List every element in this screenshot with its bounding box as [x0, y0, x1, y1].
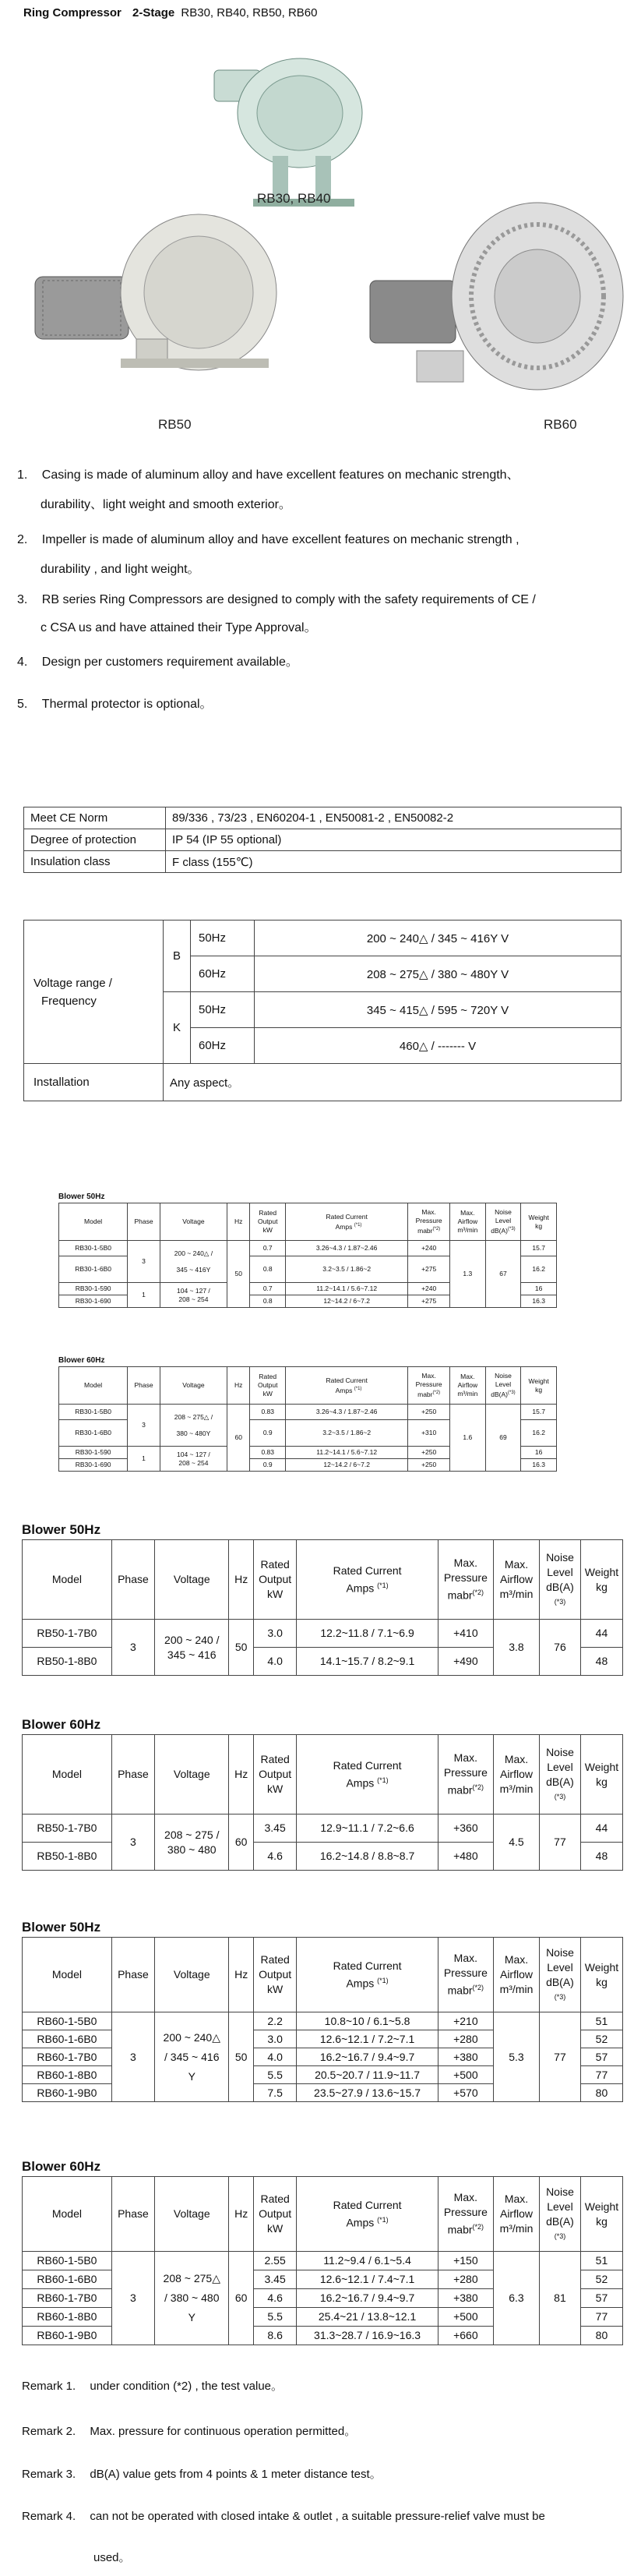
cell-kw: 4.6: [253, 2289, 297, 2308]
voltage-hz: 60Hz: [191, 1028, 255, 1064]
col-rated-current: Rated Current Amps $^{(*1)}$: [297, 1540, 438, 1620]
col-max-pressure: Max. Pressure mabr$^{(*2)}$: [408, 1367, 450, 1405]
cell-weight: 80: [580, 2084, 622, 2102]
rb60-60hz-table: [22, 2176, 623, 2345]
cell-hz: 50: [227, 1241, 250, 1308]
col-max-airflow: Max. Airflow m³/min: [493, 1540, 539, 1620]
cell-kw: 0.9: [250, 1459, 286, 1472]
col-model: Model: [23, 1735, 112, 1815]
cell-voltage: 200 ~ 240 / 345 ~ 416: [155, 1620, 229, 1676]
cell-kw: 0.83: [250, 1447, 286, 1459]
col-hz: Hz: [229, 1735, 253, 1815]
remark-label: Remark 1.: [22, 2380, 76, 2393]
feature-item-2: [17, 532, 519, 548]
feature-list: [17, 468, 625, 764]
col-rated-output: Rated Output kW: [253, 1938, 297, 2012]
cell-phase: 3: [111, 2252, 154, 2345]
cell-voltage: 104 ~ 127 / 208 ~ 254: [160, 1283, 227, 1308]
cell-model: RB60-1-7B0: [23, 2289, 112, 2308]
col-voltage: Voltage: [155, 2177, 229, 2252]
cell-kw: 5.5: [253, 2066, 297, 2084]
voltage-value: 460△ / ------- V: [255, 1028, 622, 1064]
installation-label: Installation: [24, 1064, 164, 1101]
cell-airflow: 6.3: [493, 2252, 539, 2345]
col-weight: Weight kg: [521, 1367, 557, 1405]
remark-label: Remark 4.: [22, 2510, 76, 2523]
cell-weight: 52: [580, 2030, 622, 2048]
cell-model: RB60-1-5B0: [23, 2012, 112, 2030]
cell-voltage: 200 ~ 240△ / 345 ~ 416Y: [160, 1241, 227, 1283]
cell-model: RB30-1-690: [59, 1459, 128, 1472]
cell-kw: 3.0: [253, 1620, 297, 1648]
voltage-label-line: Frequency: [41, 994, 97, 1008]
col-hz: Hz: [229, 1540, 253, 1620]
feature-item-4: [17, 655, 298, 670]
cell-phase: 1: [128, 1283, 160, 1308]
caption-rb30-rb40: RB30, RB40: [257, 191, 331, 206]
rb50-50hz-title: Blower 50Hz: [22, 1522, 101, 1537]
cell-pressure: +360: [438, 1815, 493, 1843]
col-phase: Phase: [111, 2177, 154, 2252]
cell-weight: 15.7: [521, 1405, 557, 1420]
col-rated-current: Rated Current Amps $^{(*1)}$: [297, 1938, 438, 2012]
cell-weight: 16.2: [521, 1256, 557, 1283]
cell-pressure: +310: [408, 1420, 450, 1447]
spec-value: 89/336 , 73/23 , EN60204-1 , EN50081-2 , EN50082-2: [166, 807, 622, 829]
cell-pressure: +490: [438, 1648, 493, 1676]
cell-kw: 0.7: [250, 1283, 286, 1295]
remark-4: [22, 2510, 545, 2523]
cell-pressure: +280: [438, 2030, 493, 2048]
cell-phase: 3: [111, 1620, 154, 1676]
remark-text: Max. pressure for continuous operation permitted。: [90, 2425, 357, 2438]
cell-model: RB50-1-7B0: [23, 1815, 112, 1843]
spec-table: [23, 807, 622, 873]
cell-amps: 11.2~9.4 / 6.1~5.4: [297, 2252, 438, 2270]
cell-weight: 16: [521, 1283, 557, 1295]
col-voltage: Voltage: [160, 1203, 227, 1241]
cell-voltage: 208 ~ 275 / 380 ~ 480: [155, 1815, 229, 1871]
cell-model: RB60-1-7B0: [23, 2048, 112, 2066]
col-noise-level: Noise Level $dB(A)^{(*3)}$: [485, 1367, 521, 1405]
cell-hz: 60: [227, 1405, 250, 1472]
col-voltage: Voltage: [155, 1735, 229, 1815]
cell-model: RB60-1-5B0: [23, 2252, 112, 2270]
stage-label: 2-Stage: [132, 6, 175, 19]
col-model: Model: [23, 1938, 112, 2012]
cell-voltage: 208 ~ 275△ / 380 ~ 480 Y: [155, 2252, 229, 2345]
cell-model: RB50-1-8B0: [23, 1843, 112, 1871]
cell-pressure: +500: [438, 2066, 493, 2084]
col-phase: Phase: [128, 1367, 160, 1405]
cell-noise: 67: [485, 1241, 521, 1308]
col-rated-current: Rated Current Amps $^{(*1)}$: [286, 1367, 408, 1405]
remark-1: [22, 2377, 283, 2394]
spec-label: Insulation class: [24, 851, 166, 873]
remark-2: [22, 2422, 356, 2439]
feature-number: 3.: [17, 593, 28, 606]
cell-amps: 3.2~3.5 / 1.86~2: [286, 1420, 408, 1447]
cell-noise: 77: [540, 2012, 581, 2102]
cell-model: RB50-1-8B0: [23, 1648, 112, 1676]
col-rated-current: Rated Current Amps $^{(*1)}$: [297, 1735, 438, 1815]
col-weight: Weight kg: [580, 2177, 622, 2252]
cell-airflow: 1.3: [450, 1241, 486, 1308]
col-model: Model: [23, 2177, 112, 2252]
col-voltage: Voltage: [155, 1938, 229, 2012]
col-max-airflow: Max. Airflow m³/min: [493, 1938, 539, 2012]
feature-item-3-cont: c CSA us and have attained their Type Approval。: [41, 621, 317, 634]
voltage-label: [24, 921, 164, 1064]
cell-weight: 57: [580, 2048, 622, 2066]
feature-number: 4.: [17, 655, 28, 669]
col-max-pressure: Max. Pressure mabr$^{(*2)}$: [438, 2177, 493, 2252]
cell-weight: 77: [580, 2308, 622, 2327]
cell-model: RB30-1-590: [59, 1283, 128, 1295]
col-max-airflow: Max. Airflow m³/min: [450, 1367, 486, 1405]
cell-amps: 16.2~16.7 / 9.4~9.7: [297, 2289, 438, 2308]
cell-pressure: +250: [408, 1459, 450, 1472]
col-hz: Hz: [229, 2177, 253, 2252]
col-noise-level: Noise Level dB(A) (*3): [540, 1735, 581, 1815]
cell-amps: 16.2~16.7 / 9.4~9.7: [297, 2048, 438, 2066]
feature-item-1-cont: durability、light weight and smooth exterior。: [41, 498, 291, 511]
col-voltage: Voltage: [155, 1540, 229, 1620]
cell-weight: 44: [580, 1815, 622, 1843]
cell-amps: 12.2~11.8 / 7.1~6.9: [297, 1620, 438, 1648]
voltage-class-b: B: [164, 921, 191, 992]
col-max-airflow: Max. Airflow m³/min: [450, 1203, 486, 1241]
rb60-60hz-title: Blower 60Hz: [22, 2159, 101, 2174]
cell-phase: 3: [111, 2012, 154, 2102]
col-max-pressure: Max. Pressure mabr$^{(*2)}$: [408, 1203, 450, 1241]
cell-model: RB30-1-5B0: [59, 1241, 128, 1256]
remark-text: can not be operated with closed intake & outlet , a suitable pressure-relief valve must be: [90, 2510, 545, 2523]
col-max-pressure: Max. Pressure mabr$^{(*2)}$: [438, 1540, 493, 1620]
feature-text: RB series Ring Compressors are designed to comply with the safety requirements of CE /: [41, 593, 536, 606]
rb60-illustration: [354, 195, 627, 401]
col-model: Model: [23, 1540, 112, 1620]
cell-voltage: 104 ~ 127 / 208 ~ 254: [160, 1447, 227, 1472]
cell-model: RB60-1-6B0: [23, 2030, 112, 2048]
cell-model: RB30-1-6B0: [59, 1420, 128, 1447]
col-max-pressure: Max. Pressure mabr$^{(*2)}$: [438, 1938, 493, 2012]
col-phase: Phase: [111, 1938, 154, 2012]
cell-hz: 60: [229, 2252, 253, 2345]
remark-label: Remark 2.: [22, 2425, 76, 2438]
rb50-60hz-title: Blower 60Hz: [22, 1717, 101, 1732]
cell-model: RB30-1-690: [59, 1295, 128, 1308]
col-phase: Phase: [111, 1540, 154, 1620]
cell-amps: 12.6~12.1 / 7.4~7.1: [297, 2270, 438, 2289]
cell-amps: 31.3~28.7 / 16.9~16.3: [297, 2327, 438, 2345]
feature-item-3: [17, 592, 536, 608]
spec-value: F class (155℃): [166, 851, 622, 873]
voltage-label-line: Voltage range /: [33, 976, 112, 990]
cell-weight: 80: [580, 2327, 622, 2345]
rb60-50hz-title: Blower 50Hz: [22, 1920, 101, 1935]
cell-pressure: +250: [408, 1405, 450, 1420]
table-row: [23, 1815, 623, 1843]
col-rated-current: Rated Current Amps $^{(*1)}$: [286, 1203, 408, 1241]
cell-amps: 3.2~3.5 / 1.86~2: [286, 1256, 408, 1283]
voltage-value: 345 ~ 415△ / 595 ~ 720Y V: [255, 992, 622, 1028]
cell-kw: 0.8: [250, 1256, 286, 1283]
cell-noise: 69: [485, 1405, 521, 1472]
cell-pressure: +280: [438, 2270, 493, 2289]
col-rated-current: Rated Current Amps $^{(*1)}$: [297, 2177, 438, 2252]
rb60-50hz-table: [22, 1937, 623, 2102]
cell-voltage: 208 ~ 275△ / 380 ~ 480Y: [160, 1405, 227, 1447]
cell-weight: 48: [580, 1843, 622, 1871]
rb30-50hz-table: [58, 1203, 557, 1308]
cell-amps: 14.1~15.7 / 8.2~9.1: [297, 1648, 438, 1676]
feature-item-1: [17, 468, 519, 483]
cell-kw: 3.0: [253, 2030, 297, 2048]
cell-kw: 0.83: [250, 1405, 286, 1420]
cell-pressure: +275: [408, 1256, 450, 1283]
rb30-60hz-title: Blower 60Hz: [58, 1356, 105, 1365]
col-phase: Phase: [128, 1203, 160, 1241]
cell-phase: 1: [128, 1447, 160, 1472]
col-rated-output: Rated Output kW: [250, 1203, 286, 1241]
cell-model: RB60-1-9B0: [23, 2084, 112, 2102]
spec-row: [24, 851, 622, 873]
col-rated-output: Rated Output kW: [253, 2177, 297, 2252]
feature-number: 1.: [17, 468, 28, 482]
table-row: [23, 2012, 623, 2030]
col-weight: Weight kg: [580, 1938, 622, 2012]
cell-pressure: +150: [438, 2252, 493, 2270]
product-name: Ring Compressor: [23, 6, 122, 19]
cell-amps: 10.8~10 / 6.1~5.8: [297, 2012, 438, 2030]
col-rated-output: Rated Output kW: [250, 1367, 286, 1405]
cell-phase: 3: [128, 1405, 160, 1447]
feature-number: 5.: [17, 698, 28, 711]
cell-amps: 11.2~14.1 / 5.6~7.12: [286, 1283, 408, 1295]
cell-pressure: +210: [438, 2012, 493, 2030]
spec-label: Meet CE Norm: [24, 807, 166, 829]
cell-noise: 81: [540, 2252, 581, 2345]
col-noise-level: Noise Level dB(A) (*3): [540, 2177, 581, 2252]
cell-kw: 2.55: [253, 2252, 297, 2270]
cell-amps: 12~14.2 / 6~7.2: [286, 1295, 408, 1308]
voltage-table: [23, 920, 622, 1101]
col-hz: Hz: [229, 1938, 253, 2012]
remark-label: Remark 3.: [22, 2468, 76, 2481]
remark-text: dB(A) value gets from 4 points & 1 meter distance test。: [90, 2468, 382, 2481]
cell-pressure: +380: [438, 2289, 493, 2308]
feature-item-2-cont: durability , and light weight。: [41, 563, 200, 576]
cell-amps: 12~14.2 / 6~7.2: [286, 1459, 408, 1472]
cell-phase: 3: [111, 1815, 154, 1871]
voltage-hz: 50Hz: [191, 992, 255, 1028]
cell-weight: 57: [580, 2289, 622, 2308]
cell-noise: 76: [540, 1620, 581, 1676]
cell-weight: 44: [580, 1620, 622, 1648]
cell-model: RB30-1-5B0: [59, 1405, 128, 1420]
cell-kw: 5.5: [253, 2308, 297, 2327]
voltage-hz: 60Hz: [191, 956, 255, 992]
cell-amps: 12.6~12.1 / 7.2~7.1: [297, 2030, 438, 2048]
feature-text: Casing is made of aluminum alloy and have excellent features on mechanic strength、: [41, 468, 519, 482]
cell-airflow: 3.8: [493, 1620, 539, 1676]
cell-kw: 4.6: [253, 1843, 297, 1871]
cell-kw: 4.0: [253, 1648, 297, 1676]
cell-hz: 50: [229, 1620, 253, 1676]
cell-pressure: +240: [408, 1283, 450, 1295]
cell-airflow: 1.6: [450, 1405, 486, 1472]
installation-value: Any aspect。: [164, 1064, 622, 1101]
cell-amps: 3.26~4.3 / 1.87~2.46: [286, 1241, 408, 1256]
cell-model: RB60-1-8B0: [23, 2308, 112, 2327]
cell-model: RB50-1-7B0: [23, 1620, 112, 1648]
caption-rb60: RB60: [544, 417, 577, 432]
rb30-rb40-illustration: [199, 39, 378, 210]
spec-label: Degree of protection: [24, 829, 166, 851]
cell-pressure: +480: [438, 1843, 493, 1871]
cell-kw: 0.9: [250, 1420, 286, 1447]
cell-weight: 15.7: [521, 1241, 557, 1256]
cell-weight: 77: [580, 2066, 622, 2084]
cell-weight: 48: [580, 1648, 622, 1676]
cell-kw: 0.7: [250, 1241, 286, 1256]
cell-hz: 50: [229, 2012, 253, 2102]
cell-weight: 52: [580, 2270, 622, 2289]
table-row: [59, 1241, 557, 1256]
col-model: Model: [59, 1203, 128, 1241]
cell-pressure: +660: [438, 2327, 493, 2345]
cell-model: RB30-1-590: [59, 1447, 128, 1459]
cell-model: RB60-1-8B0: [23, 2066, 112, 2084]
col-rated-output: Rated Output kW: [253, 1735, 297, 1815]
cell-amps: 12.9~11.1 / 7.2~6.6: [297, 1815, 438, 1843]
cell-model: RB60-1-9B0: [23, 2327, 112, 2345]
cell-kw: 2.2: [253, 2012, 297, 2030]
cell-pressure: +250: [408, 1447, 450, 1459]
feature-text: Design per customers requirement available。: [41, 655, 298, 669]
cell-kw: 3.45: [253, 1815, 297, 1843]
table-row: [59, 1405, 557, 1420]
remark-3: [22, 2465, 382, 2482]
rb30-60hz-table: [58, 1366, 557, 1472]
col-hz: Hz: [227, 1367, 250, 1405]
spec-value: IP 54 (IP 55 optional): [166, 829, 622, 851]
col-max-airflow: Max. Airflow m³/min: [493, 1735, 539, 1815]
feature-text: Impeller is made of aluminum alloy and have excellent features on mechanic strength ,: [41, 533, 519, 546]
spec-row: [24, 829, 622, 851]
col-weight: Weight kg: [580, 1735, 622, 1815]
cell-amps: 20.5~20.7 / 11.9~11.7: [297, 2066, 438, 2084]
col-noise-level: Noise Level dB(A) (*3): [540, 1540, 581, 1620]
col-noise-level: Noise Level $dB(A)^{(*3)}$: [485, 1203, 521, 1241]
cell-pressure: +275: [408, 1295, 450, 1308]
cell-pressure: +570: [438, 2084, 493, 2102]
rb50-illustration: [27, 207, 284, 386]
cell-pressure: +380: [438, 2048, 493, 2066]
cell-amps: 16.2~14.8 / 8.8~8.7: [297, 1843, 438, 1871]
cell-amps: 3.26~4.3 / 1.87~2.46: [286, 1405, 408, 1420]
model-list: RB30, RB40, RB50, RB60: [181, 6, 318, 19]
rb50-60hz-table: [22, 1734, 623, 1871]
cell-voltage: 200 ~ 240△ / 345 ~ 416 Y: [155, 2012, 229, 2102]
col-voltage: Voltage: [160, 1367, 227, 1405]
cell-weight: 51: [580, 2252, 622, 2270]
table-row: [23, 1620, 623, 1648]
cell-pressure: +410: [438, 1620, 493, 1648]
cell-amps: 11.2~14.1 / 5.6~7.12: [286, 1447, 408, 1459]
feature-number: 2.: [17, 533, 28, 546]
cell-kw: 0.8: [250, 1295, 286, 1308]
remark-text: under condition (*2) , the test value。: [90, 2380, 283, 2393]
cell-kw: 8.6: [253, 2327, 297, 2345]
spec-row: [24, 807, 622, 829]
remark-4-cont: used。: [93, 2551, 131, 2564]
table-row: [23, 2252, 623, 2270]
cell-amps: 25.4~21 / 13.8~12.1: [297, 2308, 438, 2327]
feature-item-5: [17, 697, 213, 712]
cell-phase: 3: [128, 1241, 160, 1283]
cell-weight: 51: [580, 2012, 622, 2030]
cell-hz: 60: [229, 1815, 253, 1871]
cell-amps: 23.5~27.9 / 13.6~15.7: [297, 2084, 438, 2102]
cell-airflow: 5.3: [493, 2012, 539, 2102]
rb50-50hz-table: [22, 1539, 623, 1676]
feature-text: Thermal protector is optional。: [41, 698, 213, 711]
cell-pressure: +240: [408, 1241, 450, 1256]
col-noise-level: Noise Level dB(A) (*3): [540, 1938, 581, 2012]
col-max-pressure: Max. Pressure mabr$^{(*2)}$: [438, 1735, 493, 1815]
rb30-50hz-title: Blower 50Hz: [58, 1193, 105, 1201]
cell-weight: 16.3: [521, 1459, 557, 1472]
cell-kw: 3.45: [253, 2270, 297, 2289]
voltage-class-k: K: [164, 992, 191, 1064]
caption-rb50: RB50: [158, 417, 192, 432]
voltage-value: 208 ~ 275△ / 380 ~ 480Y V: [255, 956, 622, 992]
cell-weight: 16: [521, 1447, 557, 1459]
col-phase: Phase: [111, 1735, 154, 1815]
col-hz: Hz: [227, 1203, 250, 1241]
voltage-value: 200 ~ 240△ / 345 ~ 416Y V: [255, 921, 622, 956]
page-title: [23, 6, 317, 19]
col-weight: Weight kg: [580, 1540, 622, 1620]
cell-pressure: +500: [438, 2308, 493, 2327]
col-rated-output: Rated Output kW: [253, 1540, 297, 1620]
voltage-hz: 50Hz: [191, 921, 255, 956]
cell-model: RB30-1-6B0: [59, 1256, 128, 1283]
cell-kw: 7.5: [253, 2084, 297, 2102]
cell-airflow: 4.5: [493, 1815, 539, 1871]
col-weight: Weight kg: [521, 1203, 557, 1241]
cell-weight: 16.2: [521, 1420, 557, 1447]
cell-kw: 4.0: [253, 2048, 297, 2066]
cell-model: RB60-1-6B0: [23, 2270, 112, 2289]
col-model: Model: [59, 1367, 128, 1405]
cell-weight: 16.3: [521, 1295, 557, 1308]
cell-noise: 77: [540, 1815, 581, 1871]
col-max-airflow: Max. Airflow m³/min: [493, 2177, 539, 2252]
